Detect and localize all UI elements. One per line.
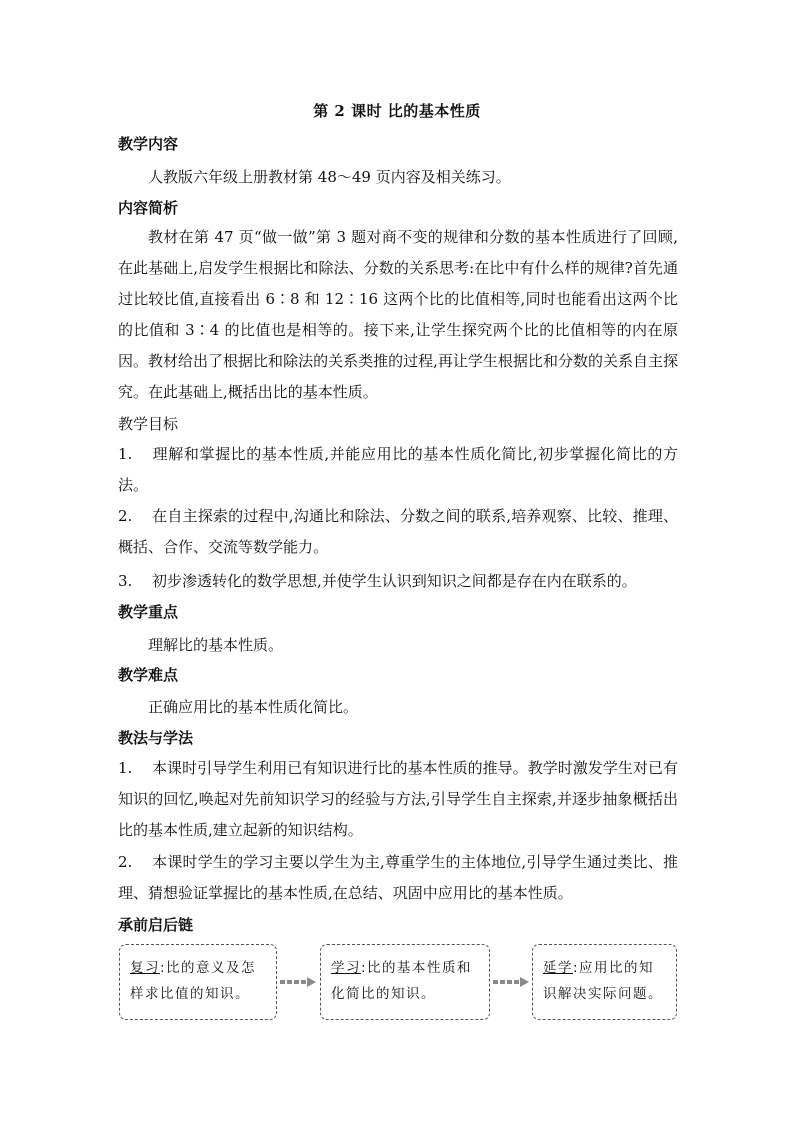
method-item bbox=[118, 847, 678, 909]
key-heading: 教学重点 bbox=[118, 603, 179, 621]
flow-label: 学习 bbox=[331, 960, 361, 976]
flow-box-learn bbox=[320, 944, 490, 1020]
goal-text: 理解和掌握比的基本性质,并能应用比的基本性质化简比,初步掌握化简比的方法。 bbox=[118, 445, 678, 494]
difficulty-heading: 教学难点 bbox=[118, 666, 179, 684]
flow-label: 复习 bbox=[130, 960, 160, 976]
goal-item bbox=[118, 439, 678, 501]
methods-heading: 教法与学法 bbox=[118, 729, 194, 747]
method-item bbox=[118, 753, 678, 846]
flow-text: :应用比的知识解决实际问题。 bbox=[543, 960, 663, 1002]
method-number: 1. bbox=[118, 759, 133, 777]
method-number: 2. bbox=[118, 853, 133, 871]
chain-heading: 承前启后链 bbox=[118, 916, 194, 934]
flow-text: :比的基本性质和化简比的知识。 bbox=[331, 960, 473, 1002]
key-text: 理解比的基本性质。 bbox=[148, 636, 284, 654]
page-title: 第 2 课时 比的基本性质 bbox=[313, 102, 481, 120]
goal-item bbox=[118, 570, 637, 591]
content-heading: 教学内容 bbox=[118, 135, 179, 153]
goal-text: 在自主探索的过程中,沟通比和除法、分数之间的联系,培养观察、比较、推理、概括、合作、交流等数学能力。 bbox=[118, 507, 678, 556]
goals-heading: 教学目标 bbox=[118, 415, 179, 433]
flow-text: :比的意义及怎样求比值的知识。 bbox=[130, 960, 257, 1002]
goal-item bbox=[118, 501, 678, 563]
flow-box-review bbox=[119, 944, 277, 1020]
arrow-right-icon bbox=[493, 977, 529, 987]
arrow-right-icon bbox=[280, 977, 316, 987]
analysis-heading: 内容简析 bbox=[118, 199, 179, 217]
difficulty-text: 正确应用比的基本性质化简比。 bbox=[148, 698, 359, 716]
goal-number: 3. bbox=[118, 572, 133, 590]
method-text: 本课时引导学生利用已有知识进行比的基本性质的推导。教学时激发学生对已有知识的回忆,唤起对先前知识学习的经验与方法,引导学生自主探索,并逐步抽象概括出比的基本性质,建立起新的知识结构。 bbox=[118, 759, 678, 839]
method-text: 本课时学生的学习主要以学生为主,尊重学生的主体地位,引导学生通过类比、推理、猜想验证掌握比的基本性质,在总结、巩固中应用比的基本性质。 bbox=[118, 853, 678, 902]
flow-label: 延学 bbox=[543, 960, 573, 976]
goal-number: 2. bbox=[118, 507, 133, 525]
analysis-paragraph: 教材在第 47 页“做一做”第 3 题对商不变的规律和分数的基本性质进行了回顾,在此基础上,启发学生根据比和除法、分数的关系思考:在比中有什么样的规律?首先通过比较比值,直接看出 6∶8 和 12∶16 这两个比的比值相等,同时也能看出这两个比的比值和 3∶4 的比值也是相等的。接下来,让学生探究两个比的比值相等的内在原因。教材给出了根据比和除法的关系类推的过程,再让学生根据比和分数的关系自主探究。在此基础上,概括出比的基本性质。 bbox=[118, 228, 678, 401]
goal-number: 1. bbox=[118, 445, 133, 463]
goal-text: 初步渗透转化的数学思想,并使学生认识到知识之间都是存在内在联系的。 bbox=[152, 572, 637, 590]
flow-box-extend bbox=[532, 944, 677, 1020]
content-text: 人教版六年级上册教材第 48～49 页内容及相关练习。 bbox=[148, 168, 511, 186]
